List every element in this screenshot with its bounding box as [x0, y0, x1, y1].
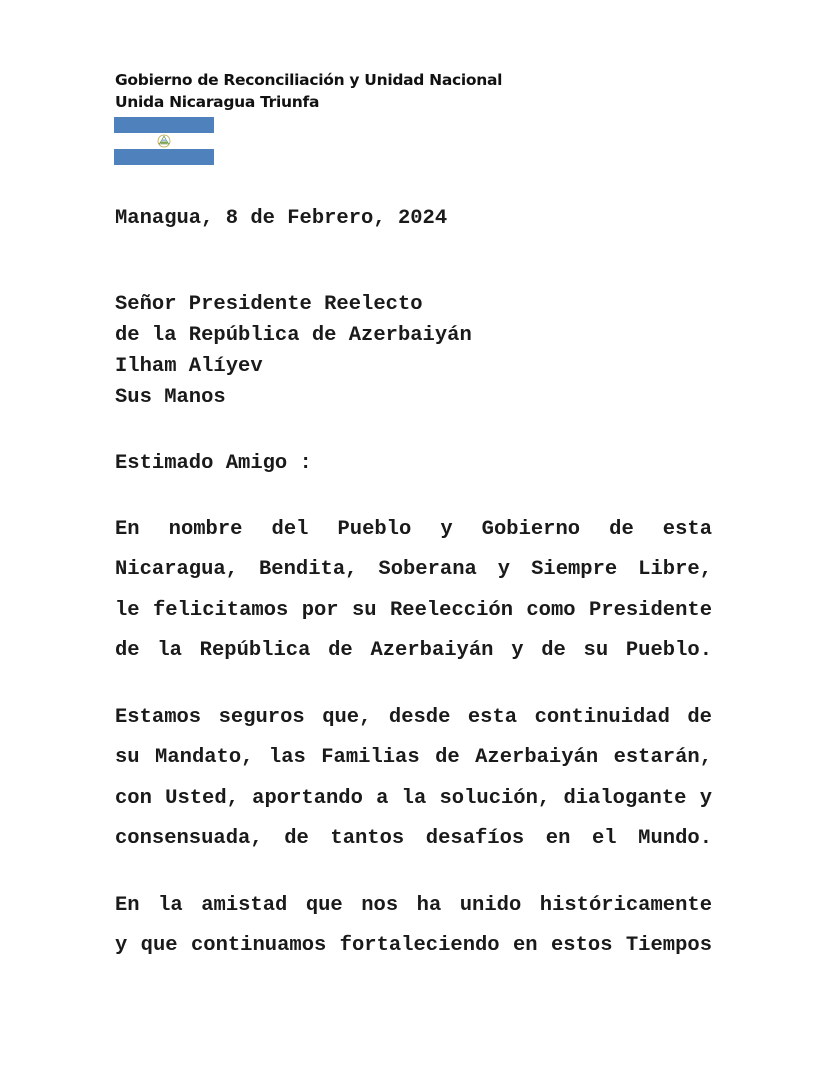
- flag-top-band: [114, 117, 214, 133]
- flag-middle-band: [114, 133, 214, 149]
- paragraph-line: de la República de Azerbaiyán y de su Pueblo.: [115, 638, 712, 662]
- paragraph-line: consensuada, de tantos desafíos en el Mundo.: [115, 826, 712, 850]
- paragraph-line: En la amistad que nos ha unido históricamente: [115, 894, 712, 917]
- paragraph-line: En nombre del Pueblo y Gobierno de esta: [115, 518, 712, 541]
- paragraph-line: y que continuamos fortaleciendo en estos Tiempos: [115, 934, 712, 958]
- paragraph-line: con Usted, aportando a la solución, dialogante y: [115, 786, 712, 810]
- paragraph-line: le felicitamos por su Reelección como Presidente: [115, 598, 712, 622]
- letter-date: Managua, 8 de Febrero, 2024: [115, 207, 448, 230]
- letterhead: [115, 69, 502, 113]
- body-paragraph-1: [115, 510, 712, 671]
- letterhead-government-name: Gobierno de Reconciliación y Unidad Nacional: [115, 71, 503, 89]
- recipient-title: Señor Presidente Reelecto: [115, 293, 423, 316]
- recipient-name: Ilham Alíyev: [115, 355, 263, 378]
- body-paragraph-3: [115, 886, 712, 967]
- salutation: Estimado Amigo :: [115, 452, 312, 475]
- body-paragraph-2: [115, 698, 712, 859]
- recipient-delivery: Sus Manos: [115, 386, 226, 409]
- coat-of-arms-icon: [114, 133, 214, 149]
- paragraph-line: su Mandato, las Familias de Azerbaiyán estarán,: [115, 746, 712, 770]
- paragraph-line: Estamos seguros que, desde esta continuidad de: [115, 706, 712, 729]
- flag-bottom-band: [114, 149, 214, 165]
- paragraph-line: Nicaragua, Bendita, Soberana y Siempre Libre,: [115, 558, 712, 582]
- recipient-country: de la República de Azerbaiyán: [115, 324, 472, 347]
- letterhead-slogan: Unida Nicaragua Triunfa: [115, 93, 320, 111]
- recipient-address: [115, 289, 472, 413]
- nicaragua-flag-icon: [114, 117, 214, 165]
